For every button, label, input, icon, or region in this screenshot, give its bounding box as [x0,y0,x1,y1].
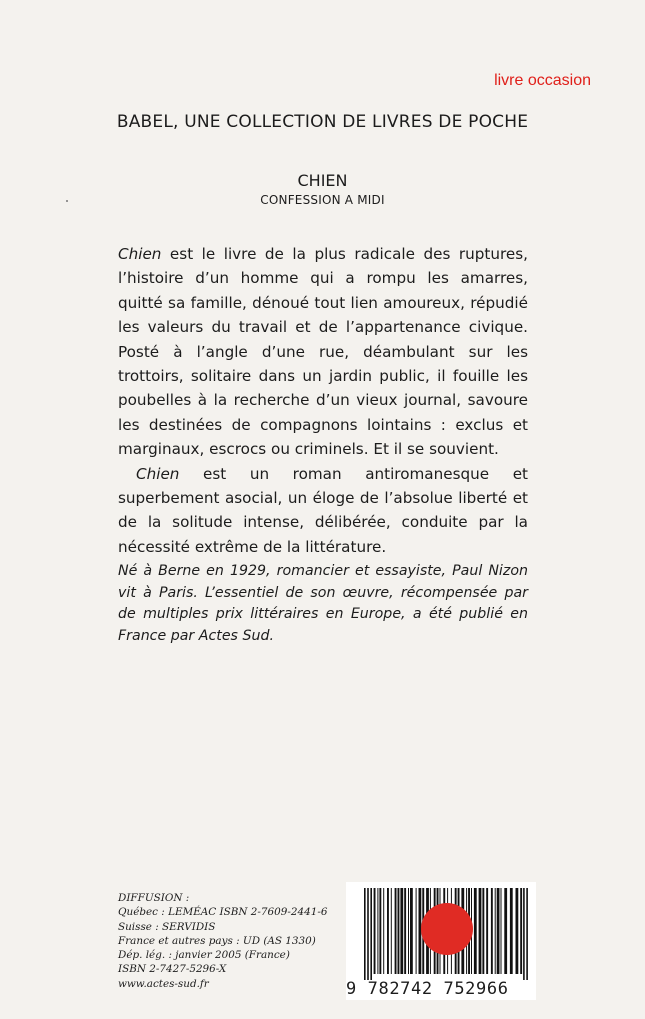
barcode-bar [387,888,389,974]
diffusion-line: France et autres pays : UD (AS 1330) [118,934,316,947]
blurb-paragraph-1 [118,242,528,462]
book-subtitle: CONFESSION A MIDI [260,193,385,207]
blurb-title-word: Chien [136,464,180,483]
barcode-bar [410,888,413,974]
barcode-bar [501,888,502,974]
diffusion-line: www.actes-sud.fr [118,977,209,990]
blurb-text: est le livre de la plus radicale des ruptures, l’histoire d’un homme qui a rompu les amarres, quitté sa famille, dénoué tout lien amoureux, répudié les valeurs du travail et de l’appartenance civique. Posté à l’angle d’une rue, déambulant sur les trottoirs, solitaire dans un jardin public, il fouille les poubelles à la recherche d’un vieux journal, savoure les destinées de compagnons lointains : exclus et marginaux, escrocs ou criminels. Et il se souvient. [118,245,528,459]
barcode-bar [408,888,409,974]
barcode-bar [398,888,400,974]
barcode-bar [495,888,496,974]
blurb [118,242,528,559]
barcode-bar [391,888,392,974]
barcode-bar [416,888,417,974]
barcode-bar [364,888,366,980]
barcode-bar [474,888,477,974]
blurb-paragraph-2 [118,462,528,560]
diffusion-info [118,891,327,991]
barcode-bar [383,888,384,974]
barcode-bar [491,888,493,974]
barcode-bar [516,888,519,974]
barcode-bar [379,888,381,974]
watermark-livre-occasion: livre occasion [494,72,591,89]
diffusion-line: DIFFUSION : [118,892,190,904]
diffusion-line: Suisse : SERVIDIS [118,920,216,933]
diffusion-line: Dép. lég. : janvier 2005 (France) [118,949,290,962]
barcode-bar [504,888,507,974]
collection-heading: BABEL, UNE COLLECTION DE LIVRES DE POCHE [116,112,529,132]
barcode-digits: 9 782742 752966 [346,979,509,999]
barcode-bar [510,888,513,974]
barcode-bar [377,888,378,974]
barcode-bar [479,888,482,974]
barcode-bar [395,888,397,974]
author-bio: Né à Berne en 1929, romancier et essayiste, Paul Nizon vit à Paris. L’essentiel de son œuvre, récompensée par de multiples prix littéraires en Europe, a été publié en France par Actes Sud. [118,563,528,644]
diffusion-line: ISBN 2-7427-5296-X [118,963,227,976]
blurb-title-word: Chien [118,245,162,263]
barcode-bar [520,888,522,974]
barcode-bar [404,888,406,974]
barcode-bar [523,888,525,980]
barcode-bar [374,888,376,974]
barcode-bar [497,888,500,974]
barcode-bar [486,888,488,974]
price-sticker-dot [421,903,473,955]
diffusion-line: Québec : LEMÉAC ISBN 2-7609-2441-6 [118,906,328,919]
book-title: CHIEN [297,171,348,190]
speck-mark [66,200,68,202]
barcode-bar [370,888,372,980]
blurb-text: est un roman antiromanesque et superbement asocial, un éloge de l’absolue liberté et de la solitude intense, délibérée, conduite par la nécessité extrême de la littérature. [118,464,528,556]
barcode-bar [526,888,528,980]
barcode-bar [367,888,369,980]
barcode-bar [482,888,484,974]
barcode-bar [400,888,403,974]
